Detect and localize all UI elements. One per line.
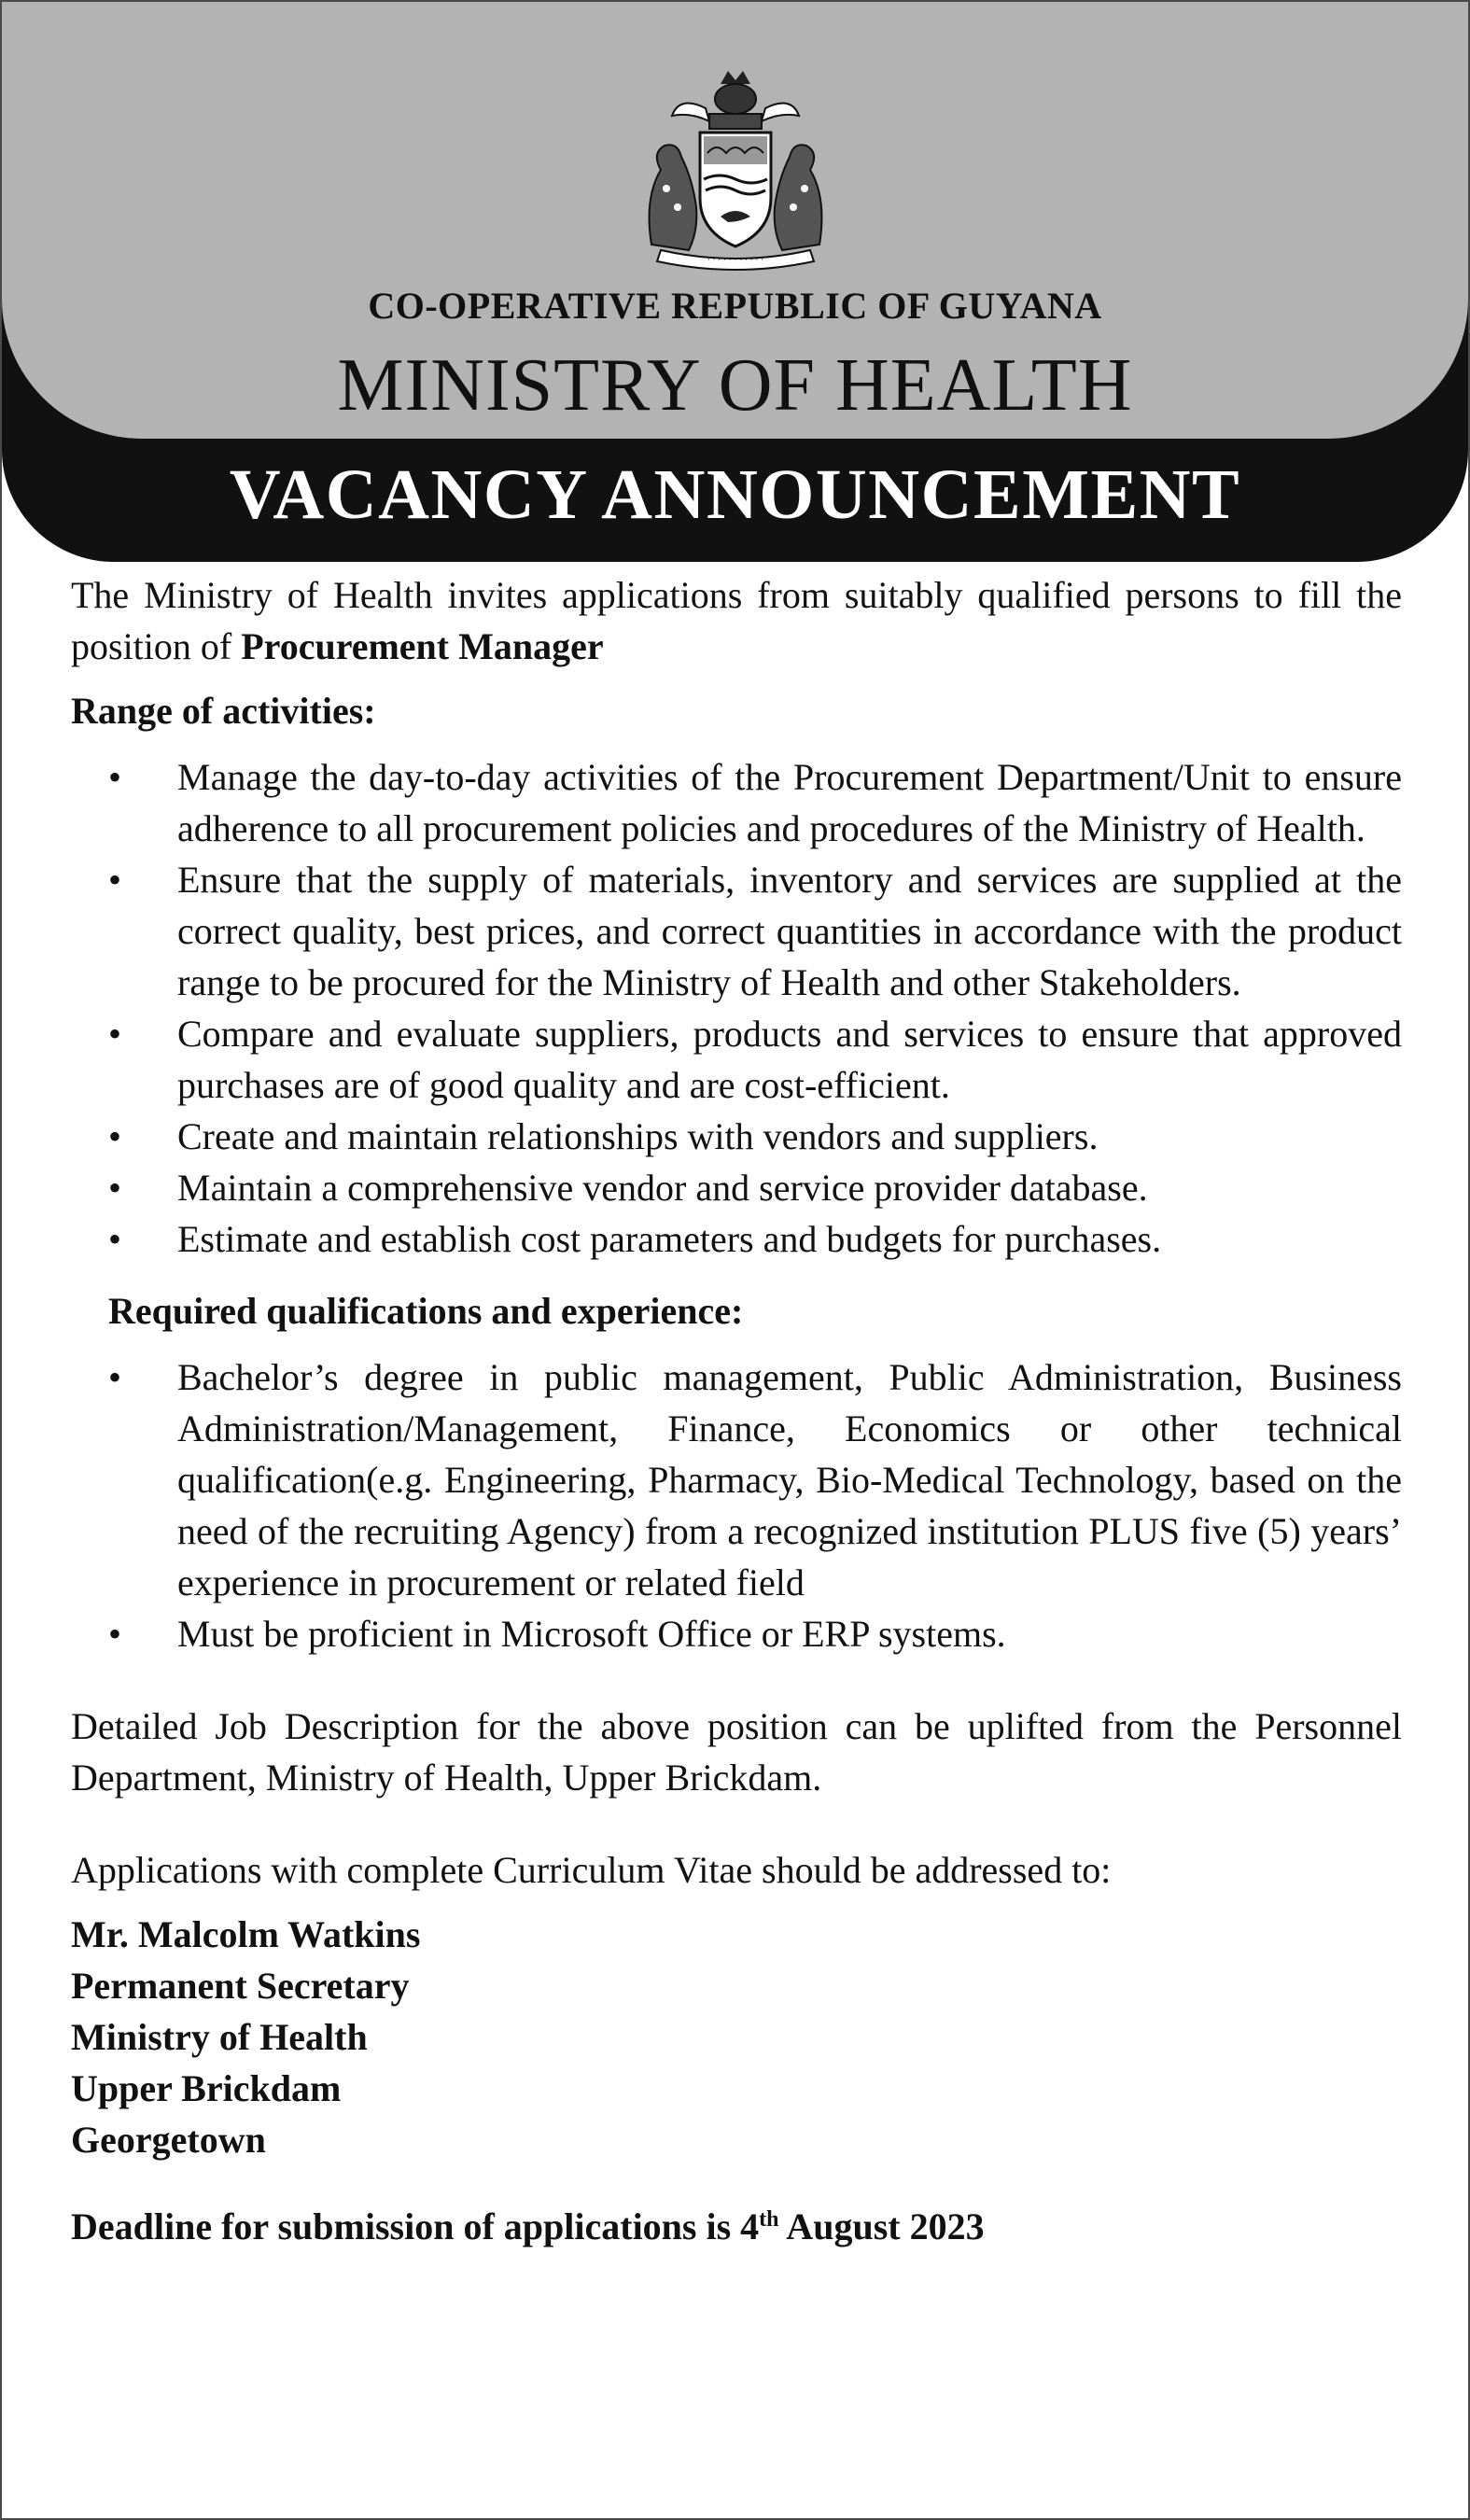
activities-heading: Range of activities: bbox=[71, 690, 376, 732]
activities-list bbox=[71, 751, 1402, 1265]
bullet-icon: • bbox=[108, 1613, 122, 1655]
announcement-title: VACANCY ANNOUNCEMENT bbox=[229, 455, 1241, 534]
qualification-text: Bachelor’s degree in public management, Public Administration, Business Administration/Management, Finance, Economics or other technical qualification(e.g. Engineering, Pharmacy, Bio-Medical Technology, based on the need of the recruiting Agency) from a recognized institution PLUS five (5) years’ experience in procurement or related field bbox=[177, 1356, 1402, 1603]
address-line: Upper Brickdam bbox=[71, 2067, 342, 2109]
activity-text: Maintain a comprehensive vendor and service provider database. bbox=[177, 1167, 1148, 1209]
bullet-icon: • bbox=[108, 1218, 122, 1260]
address-block bbox=[71, 1909, 1402, 2165]
bullet-icon: • bbox=[108, 1356, 122, 1398]
address-line: Permanent Secretary bbox=[71, 1965, 410, 2007]
activity-text: Compare and evaluate suppliers, products and services to ensure that approved purchases are of good quality and are cost-efficient. bbox=[177, 1013, 1402, 1106]
deadline-text: Deadline for submission of applications is 4 bbox=[71, 2205, 760, 2247]
list-item bbox=[71, 751, 1402, 854]
intro-text: The Ministry of Health invites applications from suitably qualified persons to fill the position of bbox=[71, 574, 1402, 667]
activity-text: Estimate and establish cost parameters and budgets for purchases. bbox=[177, 1218, 1162, 1260]
activity-text: Manage the day-to-day activities of the Procurement Department/Unit to ensure adherence to all procurement policies and procedures of the Ministry of Health. bbox=[177, 756, 1402, 849]
address-line: Ministry of Health bbox=[71, 2016, 368, 2058]
list-item bbox=[71, 1008, 1402, 1111]
position-title: Procurement Manager bbox=[241, 625, 604, 667]
list-item bbox=[71, 854, 1402, 1008]
address-line: Mr. Malcolm Watkins bbox=[71, 1913, 421, 1955]
bullet-icon: • bbox=[108, 1167, 122, 1209]
svg-text:· · · · · · · · · · ·: · · · · · · · · · · · bbox=[707, 256, 764, 265]
list-item bbox=[71, 1608, 1402, 1659]
bullet-icon: • bbox=[108, 1013, 122, 1055]
job-description-paragraph: Detailed Job Description for the above position can be uplifted from the Personnel Department, Ministry of Health, Upper Brickdam. bbox=[71, 1705, 1402, 1799]
list-item bbox=[71, 1213, 1402, 1265]
deadline-date: August 2023 bbox=[778, 2205, 985, 2247]
bullet-icon: • bbox=[108, 859, 122, 901]
bullet-icon: • bbox=[108, 1115, 122, 1157]
country-name: CO-OPERATIVE REPUBLIC OF GUYANA bbox=[368, 285, 1102, 327]
qualification-text: Must be proficient in Microsoft Office or ERP systems. bbox=[177, 1613, 1006, 1655]
applications-paragraph: Applications with complete Curriculum Vitae should be addressed to: bbox=[71, 1849, 1112, 1891]
header-banner bbox=[2, 2, 1468, 562]
address-line: Georgetown bbox=[71, 2119, 266, 2161]
qualifications-heading: Required qualifications and experience: bbox=[108, 1290, 744, 1332]
intro-paragraph bbox=[71, 569, 1402, 672]
deadline-line bbox=[71, 2201, 1402, 2252]
activity-text: Ensure that the supply of materials, inventory and services are supplied at the correct quality, best prices, and correct quantities in accordance with the product range to be procured for the Ministry of Health and other Stakeholders. bbox=[177, 859, 1402, 1003]
announcement-body bbox=[71, 569, 1402, 2252]
bullet-icon: • bbox=[108, 756, 122, 798]
activity-text: Create and maintain relationships with vendors and suppliers. bbox=[177, 1115, 1099, 1157]
list-item bbox=[71, 1351, 1402, 1608]
deadline-ordinal: th bbox=[759, 2207, 779, 2232]
list-item bbox=[71, 1111, 1402, 1162]
qualifications-list bbox=[71, 1351, 1402, 1659]
coat-of-arms-icon bbox=[623, 67, 847, 273]
list-item bbox=[71, 1162, 1402, 1213]
ministry-name: MINISTRY OF HEALTH bbox=[337, 344, 1133, 427]
